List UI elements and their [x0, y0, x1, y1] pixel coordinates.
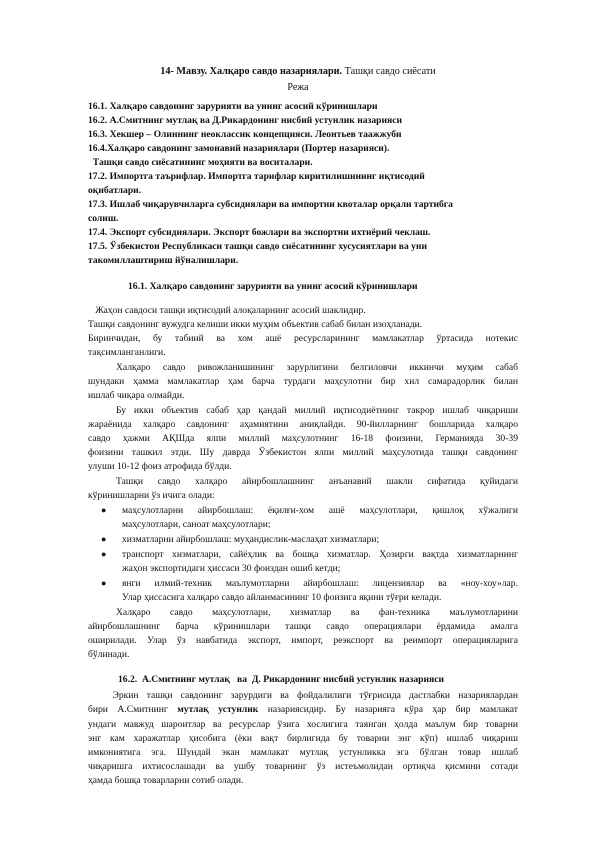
plan-item: 17.4. Экспорт субсидиялари. Экспорт божлари ва экспортни ихтиёрий чеклаш. [88, 227, 431, 238]
paragraph-line: ҳамда бошқа товарларни сотиб олади. [88, 775, 244, 786]
plan-item: солиш. [88, 213, 119, 224]
section-heading: 16.2. А.Смитнинг мутлақ ва Д. Рикардонинг нисбий устунлик назарияси [118, 674, 444, 685]
plan-item: 17.3. Ишлаб чиқарувчиларга субсидиялари ва импортни квоталар орқали тартибга [88, 199, 453, 210]
bullet-line: маҳсулотлари, саноат маҳсулотлари; [122, 519, 271, 530]
plan-item: такомиллаштириш йўналишлари. [88, 255, 239, 266]
plan-item: 16.3. Хекшер – Олиннинг неоклассик концепцияси. Леонтьев таажжуби [88, 129, 402, 140]
bullet-line: Улар ҳиссасига халқаро савдо айланмасининг 10 фоизига яқини тўғри келади. [122, 592, 442, 603]
paragraph-line: Биринчидан, бу табиий ва хом ашё ресурсларининг мамлакатлар ўртасида нотекис [88, 333, 518, 344]
paragraph-line: ундаги мавжуд шароитлар ва ресурслар ўзига хослигига таянган ҳолда маълум бир товарни [88, 719, 518, 730]
plan-item: оқибатлари. [88, 185, 142, 196]
plan-item: 16.4.Халқаро савдонинг замонавий назариялари (Портер назарияси). [88, 143, 390, 154]
paragraph-text: назариясидир. Бу назарияга кўра ҳар бир мамлакат [258, 704, 518, 715]
paragraph-line: айирбошлашнинг барча кўринишлари ташқи савдо операциялари ёрдамида амалга [88, 621, 518, 632]
bullet-icon: ● [101, 549, 107, 559]
plan-item: Ташқи савдо сиёсатининг моҳияти ва воситалари. [88, 157, 313, 168]
bullet-line: янги илмий-техник маълумотларни айирбошлаш: лицензиялар ва «ноу-хоу»лар. [122, 578, 518, 589]
title-topic: 14- Мавзу. Халқаро савдо назариялари. [160, 66, 343, 77]
paragraph-line: улуши 10-12 фоиз атрофида бўлди. [88, 461, 232, 472]
paragraph-line: Эркин ташқи савдонинг зарурдиги ва фойдалилиги тўғрисида дастлабки назариялардан [88, 690, 518, 701]
paragraph-line: Ташқи савдонинг вужудга келиши икки муҳим объектив сабаб билан изоҳланади. [88, 319, 423, 330]
bullet-icon: ● [101, 505, 107, 515]
paragraph-line: фоизини ташкил этди. Шу даврда Ўзбекистон ялпи миллий маҳсулотида ташқи савдонинг [88, 447, 518, 458]
paragraph-line: савдо ҳажми АҚШда ялпи миллий маҳсулотнинг 16-18 фоизини, Германияда 30-39 [88, 433, 518, 444]
emphasis-term: мутлақ устунлик [177, 704, 259, 715]
plan-item: 16.2. А.Смитнинг мутлақ ва Д.Рикардонинг нисбий устунлик назарияси [88, 115, 403, 126]
paragraph-line: жараёнида халқаро савдонинг аҳамиятини аниқлайди. 90-йилларнинг бошларида халқаро [88, 419, 518, 430]
paragraph-line: Бу икки объектив сабаб ҳар қандай миллий иқтисодиётнинг такрор ишлаб чиқариши [116, 405, 518, 416]
paragraph-line: Халқаро савдо ривожланишининг зарурлигини белгиловчи иккинчи муҳим сабаб [116, 362, 518, 373]
paragraph-line: оширилади. Улар ўз навбатида экспорт, импорт, реэкспорт ва реимпорт операцияларига [88, 635, 518, 646]
section-heading: 16.1. Халқаро савдонинг зарурияти ва унинг асосий кўринишлари [128, 281, 418, 292]
plan-item: 17.5. Ўзбекистон Республикаси ташқи савдо сиёсатининг хусусиятлари ва уни [88, 241, 428, 252]
bullet-line: хизматларни айирбошлаш: муҳандислик-маслаҳат хизматлари; [122, 534, 380, 545]
paragraph-line: Ташқи савдо халқаро айирбошлашнинг анъанавий шакли сифатида қуйидаги [116, 476, 518, 487]
plan-heading: Режа [287, 82, 309, 93]
paragraph-line: энг кам харажатлар ҳисобига (ёки вақт бирлигида бу товарни энг кўп) ишлаб чиқариш [88, 733, 518, 744]
paragraph-line: тақсимланганлиги. [88, 347, 166, 358]
paragraph-line: шундаки ҳамма мамлакатлар ҳам барча турдаги маҳсулотни бир хил самарадорлик билан [88, 376, 518, 387]
paragraph-line: кўринишларни ўз ичига олади: [88, 490, 215, 501]
paragraph-line: Халқаро савдо маҳсулотлари, хизматлар ва фан-техника маълумотларини [116, 607, 518, 618]
document-title [0, 66, 596, 77]
paragraph-text: бири А.Смитнинг [88, 704, 178, 715]
bullet-icon: ● [101, 578, 107, 588]
bullet-icon: ● [101, 534, 107, 544]
plan-item: 16.1. Халқаро савдонинг зарурияти ва унинг асосий кўринишлари [88, 101, 378, 112]
bullet-line: маҳсулотларни айирбошлаш: ёқилғи-хом ашё маҳсулотлари, қишлоқ хўжалиги [122, 505, 518, 516]
paragraph-line [88, 704, 518, 716]
paragraph-line: Жаҳон савдоси ташқи иқтисодий алоқаларнинг асосий шаклидир. [88, 305, 366, 316]
paragraph-line: чиқаришга ихтисослашади ва ушбу товарнинг ўз истеъмолидан ортиқча қисмини сотади [88, 761, 518, 772]
plan-item: 17.2. Импортга таърифлар. Импортга тарифлар киритилишининг иқтисодий [88, 171, 425, 182]
paragraph-line: ишлаб чиқара олмайди. [88, 390, 185, 401]
bullet-line: транспорт хизматлари, сайёҳлик ва бошқа хизматлар. Ҳозирги вақтда хизматларнинг [122, 549, 518, 560]
paragraph-line: бўлинади. [88, 649, 130, 660]
bullet-line: жаҳон экспортидаги ҳиссаси 30 фоиздан ошиб кетди; [122, 563, 341, 574]
title-subtopic: Ташқи савдо сиёсати [342, 66, 436, 77]
paragraph-line: имкониятига эга. Шундай экан мамлакат мутлақ устунликка эга бўлган товар ишлаб [88, 747, 518, 758]
